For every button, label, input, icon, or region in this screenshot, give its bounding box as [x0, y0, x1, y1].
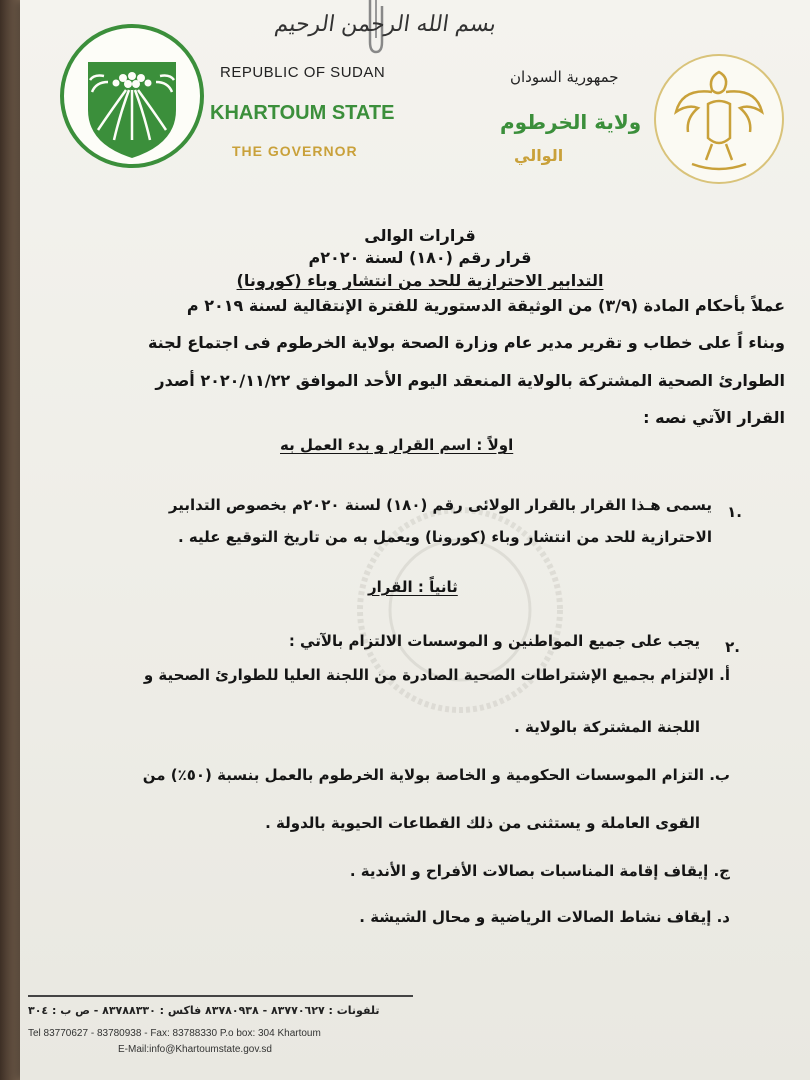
decree-document: [20, 0, 810, 1080]
item-1-line-2: الاحترازية للحد من انتشار وباء (كورونا) ويعمل به من تاريخ التوقيع عليه .: [177, 528, 712, 546]
sub-item-a-line-1: أ. الإلتزام بجميع الإشتراطات الصحية الصادرة من اللجنة العليا للطوارئ الصحية و: [143, 666, 730, 684]
footer-contacts-ar: تلفونات : ٨٣٧٧٠٦٢٧ - ٨٣٧٨٠٩٣٨ فاكس : ٨٣٧٨٨٣٣٠ - ص ب : ٣٠٤: [28, 1004, 380, 1017]
page-edge-shadow: [0, 0, 20, 1080]
sub-item-b-line-2: القوى العاملة و يستثنى من ذلك القطاعات الحيوية بالدولة .: [265, 814, 700, 832]
item-1-line-1: يسمى هـذا القرار بالقرار الولائى رقم (١٨٠) لسنة ٢٠٢٠م بخصوص التدابير: [168, 496, 712, 514]
sub-item-c: ج. إيقاف إقامة المناسبات بصالات الأفراح و الأندية .: [349, 862, 730, 880]
item-2-number: .٢: [725, 638, 740, 656]
footer-email: E-Mail:info@Khartoumstate.gov.sd: [118, 1044, 272, 1055]
preamble-line-3: الطوارئ الصحية المشتركة بالولاية المنعقد اليوم الأحد الموافق ٢٠٢٠/١١/٢٢ أصدر: [155, 371, 785, 390]
preamble-line-1: عملاً بأحكام المادة (٣/٩) من الوثيقة الدستورية للفترة الإنتقالية لسنة ٢٠١٩ م: [186, 296, 785, 315]
basmala: بسم الله الرحمن الرحيم: [273, 12, 498, 37]
sudan-emblem-icon: [652, 52, 786, 186]
republic-title-ar: جمهورية السودان: [510, 68, 619, 86]
footer-contacts-en: Tel 83770627 - 83780938 - Fax: 83788330 P.o box: 304 Khartoum: [28, 1028, 321, 1039]
decision-subject: التدابير الاحترازية للحد من انتشار وباء (كورونا): [236, 271, 604, 290]
sub-item-a-line-2: اللجنة المشتركة بالولاية .: [514, 718, 700, 736]
sub-item-d: د. إيقاف نشاط الصالات الرياضية و محال الشيشة .: [359, 908, 730, 926]
governor-title-ar: الوالي: [514, 146, 564, 165]
state-title-ar: ولاية الخرطوم: [500, 110, 642, 134]
sub-item-b-line-1: ب. التزام الموسسات الحكومية و الخاصة بولاية الخرطوم بالعمل بنسبة (٥٠٪) من: [142, 766, 730, 784]
section-two-title: ثانياً : القرار: [368, 578, 458, 596]
khartoum-state-logo-icon: [58, 22, 206, 170]
item-2-intro: يجب على جميع المواطنين و الموسسات الالتزام بالآتي :: [288, 632, 700, 650]
republic-title-en: REPUBLIC OF SUDAN: [220, 64, 386, 81]
decisions-heading: قرارات الوالى: [364, 226, 476, 245]
state-title-en: KHARTOUM STATE: [210, 102, 395, 124]
preamble-line-4: القرار الآتي نصه :: [643, 408, 785, 427]
item-1-number: .١: [727, 503, 742, 521]
preamble-line-2: وبناء اً على خطاب و تقرير مدير عام وزارة الصحة بولاية الخرطوم فى اجتماع لجنة: [147, 333, 785, 352]
governor-title-en: THE GOVERNOR: [232, 143, 358, 159]
section-one-title: اولاً : اسم القرار و بدء العمل به: [280, 436, 514, 454]
footer-divider: [28, 995, 413, 997]
decision-number: قرار رقم (١٨٠) لسنة ٢٠٢٠م: [308, 248, 532, 267]
